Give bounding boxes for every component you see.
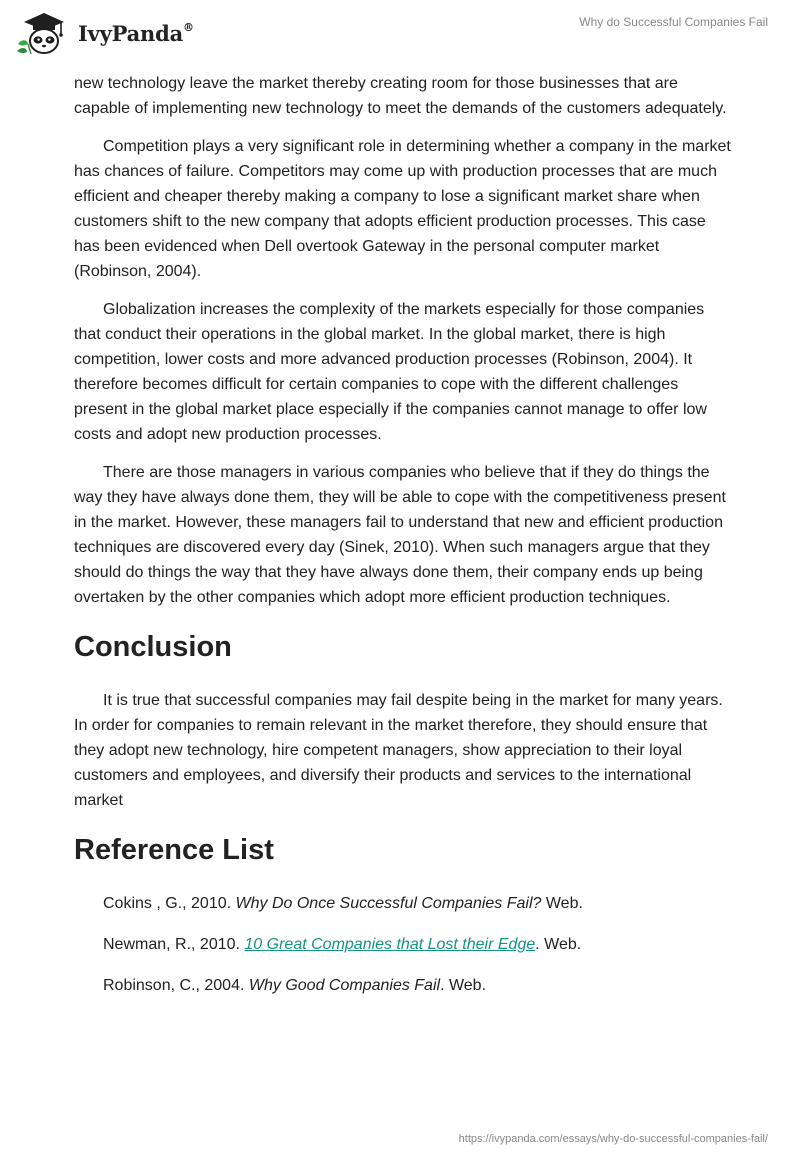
conclusion-paragraph: It is true that successful companies may fail despite being in the market for many years. In order for companies to remain relevant in the market therefore, they should ensure that they adopt new technology, hire competent managers, show appreciation to their loyal customers and employees, and diversify their products and services to the international market: [74, 692, 723, 809]
body-paragraph: There are those managers in various companies who believe that if they do things the way they have always done them, they will be able to cope with the competitiveness present in the market. However, these managers fail to understand that new and efficient production techniques are discovered every day (Sinek, 2010). When such managers argue that they should do things the way that they have always done them, their company ends up being overtaken by the other companies which adopt more efficient production techniques.: [74, 464, 726, 606]
essay-content: [74, 71, 734, 1014]
reference-item: [103, 932, 734, 957]
brand-name: [78, 21, 194, 46]
reference-item: [103, 891, 734, 916]
reference-suffix: . Web.: [440, 977, 487, 994]
reference-link[interactable]: 10 Great Companies that Lost their Edge: [244, 936, 536, 953]
ivypanda-logo[interactable]: [14, 8, 194, 58]
body-paragraph: Globalization increases the complexity of the markets especially for those companies that conduct their operations in the global market. In the global market, there is high competition, lower costs and more advanced production processes (Robinson, 2004). It therefore becomes difficult for certain companies to cope with the different challenges present in the global market place especially if the companies cannot manage to offer low costs and adopt new production processes.: [74, 301, 707, 443]
reference-item: [103, 973, 734, 998]
source-url: https://ivypanda.com/essays/why-do-successful-companies-fail/: [458, 1133, 768, 1145]
body-paragraph: Competition plays a very significant role in determining whether a company in the market has chances of failure. Competitors may come up with production processes that are much efficient and cheaper thereby making a company to lose a significant market share when customers shift to the new company that adopts efficient production processes. This case has been evidenced when Dell overtook Gateway in the personal computer market (Robinson, 2004).: [74, 138, 731, 280]
reference-prefix: Robinson, C., 2004.: [103, 977, 249, 994]
reference-prefix: Cokins , G., 2010.: [103, 895, 236, 912]
document-title: Why do Successful Companies Fail: [579, 15, 768, 29]
reference-list: [74, 891, 734, 998]
panda-mascot-icon: [14, 8, 74, 58]
page-header: [0, 0, 800, 70]
reference-prefix: Newman, R., 2010.: [103, 936, 245, 953]
conclusion-heading: Conclusion: [74, 631, 232, 663]
reference-title: Why Do Once Successful Companies Fail?: [235, 895, 542, 912]
registered-mark: ®: [183, 20, 194, 34]
brand-label: IvyPanda: [78, 20, 184, 46]
reference-suffix: Web.: [541, 895, 583, 912]
reference-title: Why Good Companies Fail: [248, 977, 441, 994]
reference-suffix: . Web.: [535, 936, 582, 953]
body-paragraph: new technology leave the market thereby creating room for those businesses that are capable of implementing new technology to meet the demands of the customers adequately.: [74, 75, 727, 117]
references-heading: Reference List: [74, 834, 274, 866]
